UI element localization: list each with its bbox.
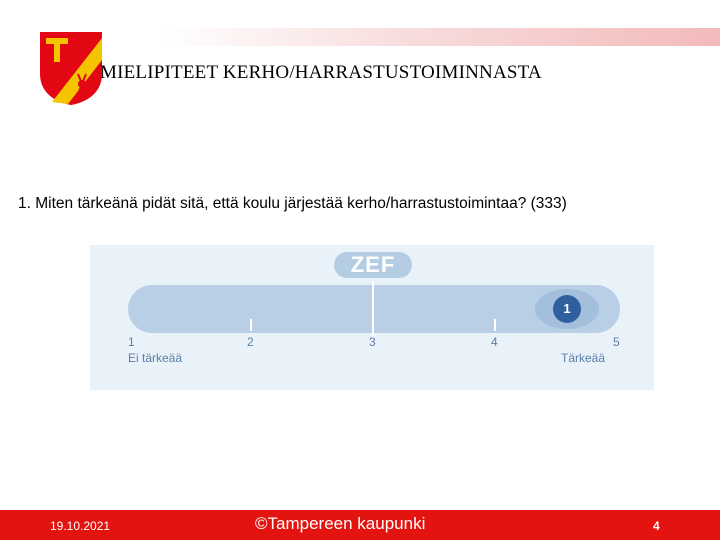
tampere-coat-of-arms-icon xyxy=(38,30,104,106)
scale-number-4: 4 xyxy=(491,335,498,349)
scale-tick xyxy=(250,319,252,331)
zef-scale-panel xyxy=(90,245,654,390)
page-number: 4 xyxy=(653,519,660,533)
result-marker: 1 xyxy=(553,295,581,323)
scale-tick xyxy=(494,319,496,331)
scale-number-2: 2 xyxy=(247,335,254,349)
question-text: 1. Miten tärkeänä pidät sitä, että koulu järjestää kerho/harrastustoimintaa? (333) xyxy=(18,195,567,212)
header-decoration xyxy=(160,28,720,46)
footer-copyright: ©Tampereen kaupunki xyxy=(255,514,426,533)
scale-left-label: Ei tärkeää xyxy=(128,351,183,365)
scale-number-5: 5 xyxy=(613,335,620,349)
footer-date: 19.10.2021 xyxy=(50,519,111,533)
footer-bar xyxy=(0,510,720,540)
page-title: MIELIPITEET KERHO/HARRASTUSTOIMINNASTA xyxy=(100,62,542,83)
scale-number-3: 3 xyxy=(369,335,376,349)
zef-badge: ZEF xyxy=(334,252,412,278)
scale-center-line xyxy=(372,281,374,339)
scale-number-1: 1 xyxy=(128,335,135,349)
scale-right-label: Tärkeää xyxy=(561,351,606,365)
